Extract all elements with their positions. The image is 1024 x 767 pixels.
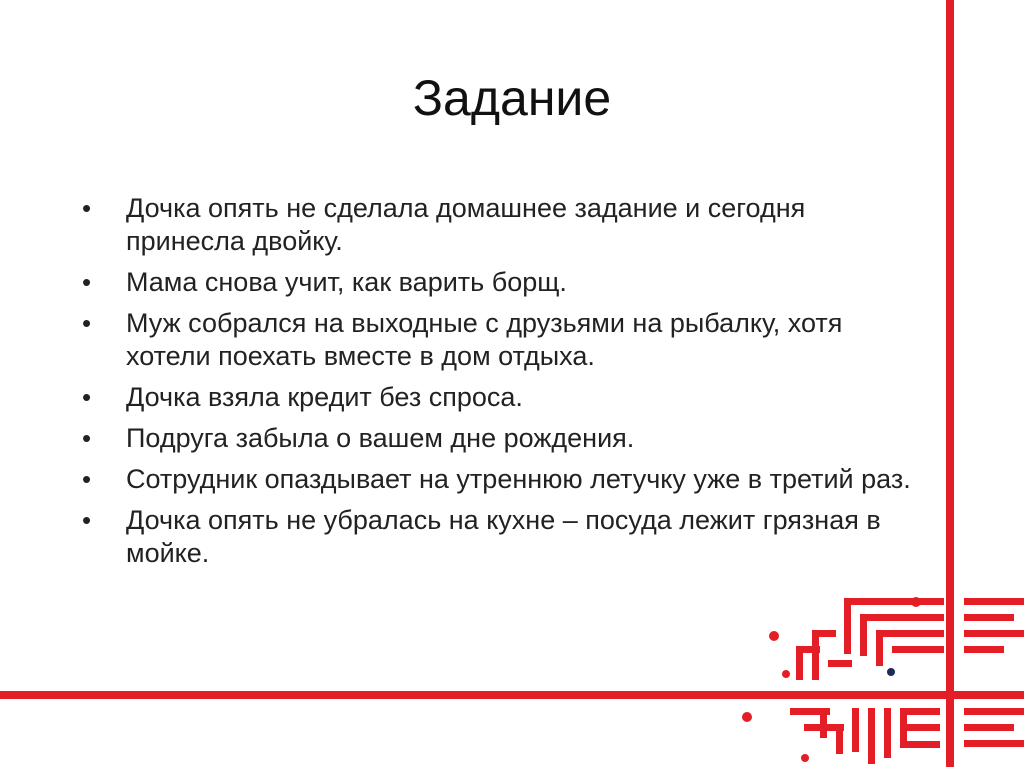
bullet-text: Дочка взяла кредит без спроса. [126, 382, 523, 412]
bullet-item [80, 192, 930, 258]
bullet-item [80, 307, 930, 373]
bullet-text: Сотрудник опаздывает на утреннюю летучку уже в третий раз. [126, 464, 911, 494]
bullet-icon: • [82, 423, 92, 453]
slide-content [80, 192, 930, 578]
bullet-icon: • [82, 267, 92, 297]
bullet-item [80, 266, 930, 299]
bullet-text: Дочка опять не сделала домашнее задание и сегодня принесла двойку. [126, 193, 806, 256]
bullet-icon: • [82, 382, 92, 412]
bullet-icon: • [82, 505, 92, 535]
bullet-item [80, 463, 930, 496]
bullet-item [80, 381, 930, 414]
frame-line-horizontal [0, 691, 1024, 699]
bullet-text: Подруга забыла о вашем дне рождения. [126, 423, 635, 453]
bullet-icon: • [82, 464, 92, 494]
bullet-text: Дочка опять не убралась на кухне – посуда лежит грязная в мойке. [126, 505, 881, 568]
navy-dot-icon [887, 668, 895, 676]
bullet-item [80, 504, 930, 570]
bullet-icon: • [82, 308, 92, 338]
bullet-item [80, 422, 930, 455]
bullet-text: Муж собрался на выходные с друзьями на рыбалку, хотя хотели поехать вместе в дом отдыха. [126, 308, 843, 371]
slide-title: Задание [412, 70, 612, 126]
bullet-list [80, 192, 930, 570]
bullet-text: Мама снова учит, как варить борщ. [126, 267, 567, 297]
red-maze-ornament-icon [742, 597, 1024, 764]
bullet-icon: • [82, 193, 92, 223]
